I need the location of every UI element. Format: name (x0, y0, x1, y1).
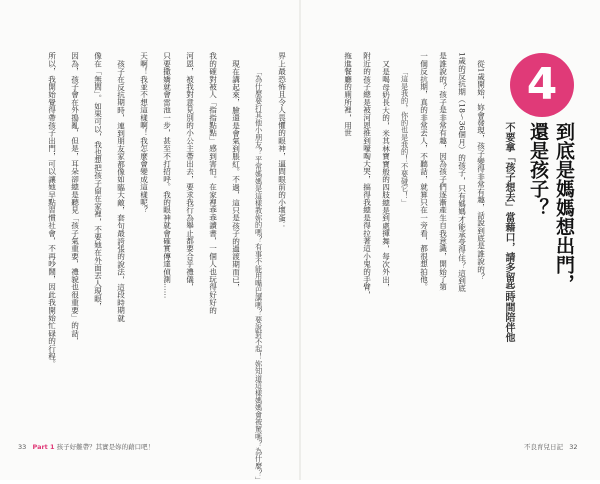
right-page-footer (524, 442, 577, 451)
left-page-text-column: 現在講起來，臉還是會氣到脹紅。不過，這只是孩子的過渡期而已， (231, 60, 241, 291)
right-page-text-column: 「這是我的，你的也是我的！不要碰它！」 (400, 68, 410, 207)
right-page-text-column: 是誰說的？孩子是非常有趣，因為孩子們逐漸產生自我意識，開始了第 (438, 52, 448, 291)
left-page-text-column: 只要撒嬌就會雷池一步，甚至不打招呼。我的眼神就會確實傳達偵測…… (162, 52, 172, 299)
left-page-text-column: 界上最恐怖且令人畏懼的眼神，逼問眼前的小壞蛋： (277, 52, 287, 230)
right-page-text-column: 附近的孩子總是被河恩推到嚎啕大哭，搞得我總是得拉著這小鬼的手臂， (362, 52, 372, 299)
chapter-title-line2: 還是孩子？ (527, 122, 549, 217)
left-page-footer (18, 442, 154, 451)
left-page-text-column: 河恩，被我對意見別的小公主帶出去，要求我行為舉止都要合乎禮儀， (185, 52, 195, 291)
footer-section-label: 孩子好難帶？其實是妳的藉口吧！ (56, 443, 155, 451)
left-page-text-column: 因為，孩子會在外搗亂，但是，耳朵卻總是聽見「孩子氣重要，禮貌也很重要」的話， (70, 52, 80, 345)
left-page-text-column: 我的確對被人「指指點點」感到害怕。在家裡乖乖讀書，一個人也玩得好好的 (208, 52, 218, 314)
right-page-text-column: 又是喝母奶長大的，米其林寶寶般的四肢總是到處揮舞，每次外出， (381, 60, 391, 291)
right-page-text-column: 從1歲開始，妳會發現，孩子變得非常有趣，話說到底是誰說的？ (476, 60, 486, 281)
footer-part-label: Part 1 (32, 443, 55, 451)
left-page-text-column: 孩子在反抗期時，連到朋友家都像如臨大敵，套句最誇張的說法，這段時期就 (116, 60, 126, 322)
left-page-text-column: 天啊！我並不想這樣啊！我怎麼會變成這樣呢？ (139, 52, 149, 214)
chapter-subtitle: 不要拿「孩子想去」當藉口，請多留些時間陪伴他 (503, 122, 514, 342)
right-page-text-column: 拖進餐廳的廁所裡，用世 (343, 52, 353, 137)
right-page-number: 32 (569, 443, 578, 451)
right-page-text-column: 一個反抗期，真的非常丟人，不聽話，就算只在一旁看，都很想拍他。 (419, 52, 429, 291)
footer-book-label: 不良育兒日記 (524, 443, 563, 451)
left-page-number: 33 (18, 443, 27, 451)
chapter-title-line1: 到底是媽媽想出門， (553, 122, 575, 293)
left-page-text-column: 像在「無間」。如果可以，我也想把孩子留在家裡，不要她在外面丟人現眼， (93, 52, 103, 310)
left-page-text-column: 「為什麼要打其他小朋友？平常媽媽是這樣教妳的嗎？有事不能用嘴巴講嗎？要說對不起！妳知道這樣媽媽會被罵嗎？為什麼？」 (254, 68, 264, 484)
page-gutter (299, 0, 301, 480)
right-page-text-column: 1歲的反抗期（18～36個月）的孩子，只有媽媽才能承受得住？這到底 (457, 52, 467, 293)
chapter-number-badge: 4 (510, 53, 574, 117)
left-page-text-column: 所以，我開始覺得帶孩子出門，可以讓她早點習慣社會，不再吵鬧，因此我開始忙碌的行程。 (47, 52, 57, 368)
